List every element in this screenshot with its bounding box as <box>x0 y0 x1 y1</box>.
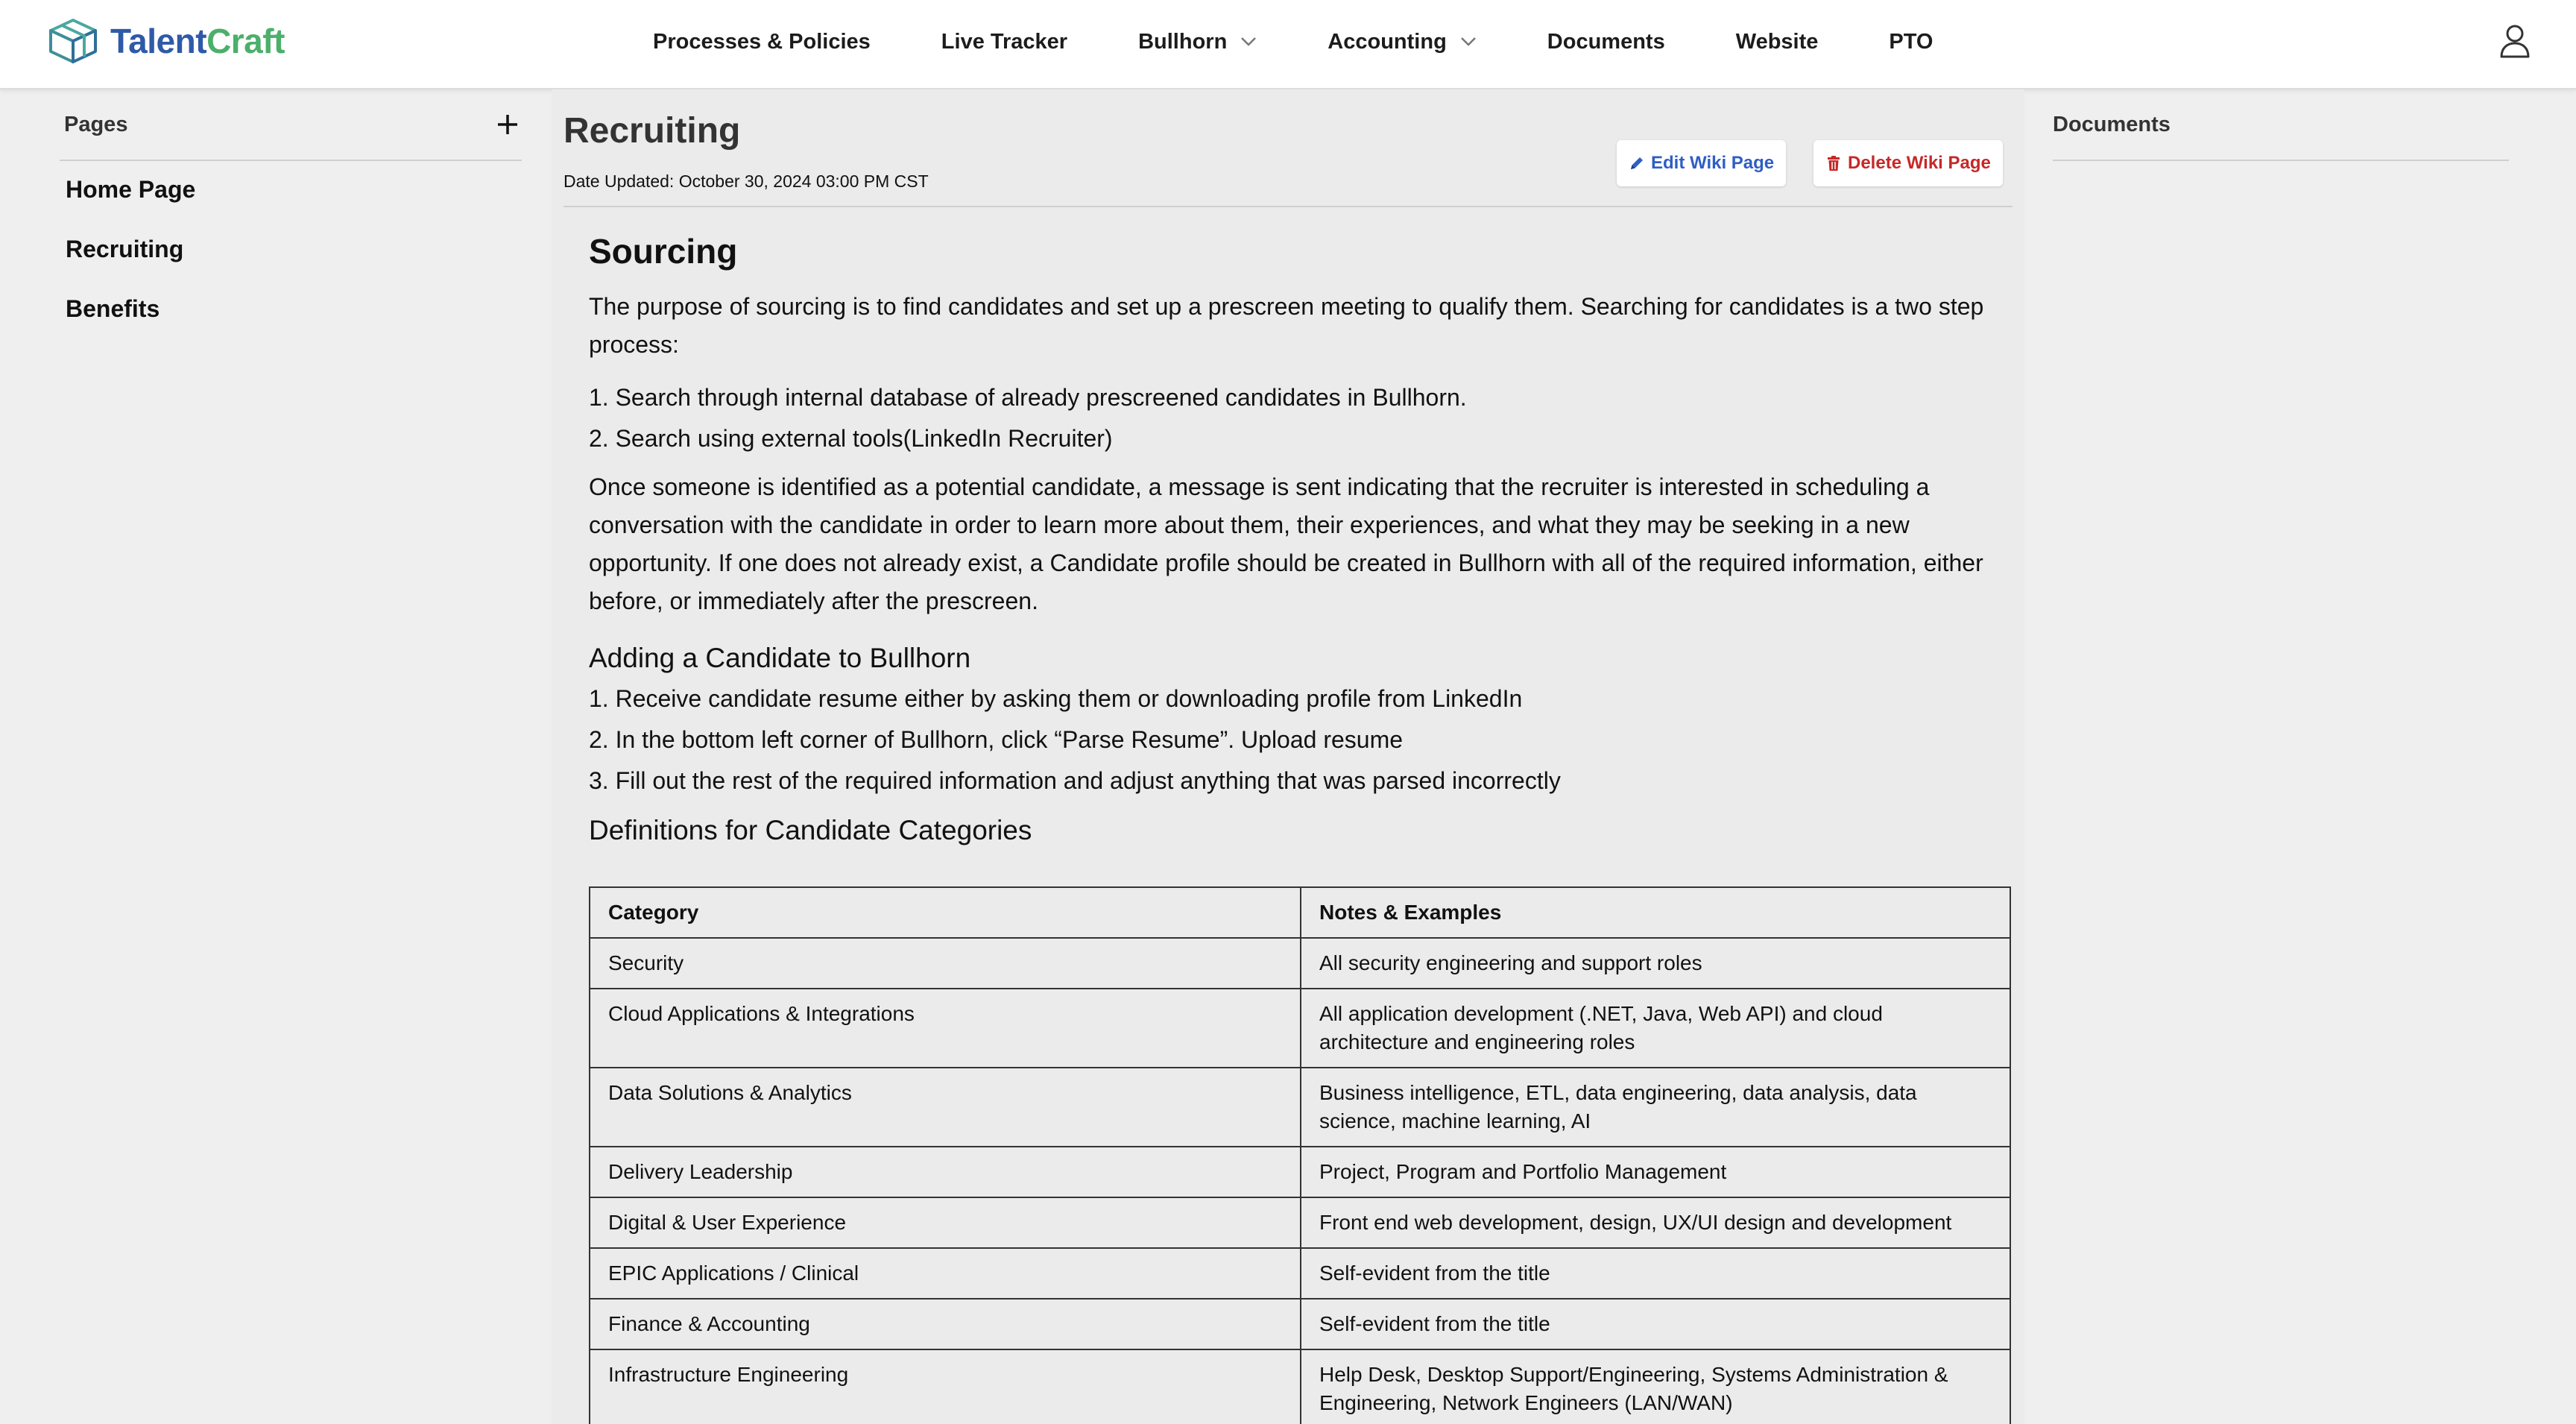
table-row <box>590 1299 2010 1349</box>
main-content <box>552 89 2024 1424</box>
nav-label: Documents <box>1547 29 1665 54</box>
sourcing-intro: The purpose of sourcing is to find candidates and set up a prescreen meeting to qualify them. Searching for candidates is a two step process: <box>589 293 1984 358</box>
user-icon[interactable] <box>2498 24 2531 58</box>
wiki-page-header <box>564 110 2012 207</box>
table-cell-notes: Front end web development, design, UX/UI design and development <box>1301 1197 2010 1248</box>
table-cell-category: Data Solutions & Analytics <box>590 1068 1301 1147</box>
list-item: 3. Fill out the rest of the required information and adjust anything that was parsed incorrectly <box>589 767 1561 794</box>
sidebar-item-benefits[interactable]: Benefits <box>66 295 160 322</box>
nav-pto[interactable] <box>1889 30 1933 54</box>
table-cell-category: Infrastructure Engineering <box>590 1349 1301 1424</box>
table-row <box>590 1068 2010 1147</box>
date-updated: Date Updated: October 30, 2024 03:00 PM CST <box>564 171 929 191</box>
main-nav <box>653 0 2004 84</box>
edit-wiki-page-button[interactable] <box>1617 140 1786 186</box>
table-cell-notes: Self-evident from the title <box>1301 1299 2010 1349</box>
list-item: 2. Search using external tools(LinkedIn Recruiter) <box>589 425 1113 452</box>
table-cell-category: Digital & User Experience <box>590 1197 1301 1248</box>
table-cell-notes: Project, Program and Portfolio Management <box>1301 1147 2010 1197</box>
chevron-down-icon <box>1460 37 1477 47</box>
table-row <box>590 938 2010 989</box>
nav-accounting[interactable] <box>1328 30 1477 54</box>
subheading-adding-candidate: Adding a Candidate to Bullhorn <box>589 643 971 673</box>
table-cell-notes: Help Desk, Desktop Support/Engineering, Systems Administration & Engineering, Network Engineers (LAN/WAN) <box>1301 1349 2010 1424</box>
chevron-down-icon <box>1240 37 1257 47</box>
nav-website[interactable] <box>1736 30 1819 54</box>
adding-candidate-steps <box>589 678 2012 801</box>
documents-header <box>2053 89 2509 161</box>
pencil-icon <box>1629 155 1645 171</box>
sourcing-paragraph: Once someone is identified as a potential candidate, a message is sent indicating that the recruiter is interested in scheduling a conversation with the candidate in order to learn more about them, their experiences, and what they may be seeking in a new opportunity. If one does not already exist, a Candidate profile should be created in Bullhorn with all of the required information, either before, or immediately after the prescreen. <box>589 473 1983 614</box>
table-header-row <box>590 887 2010 938</box>
brand-name-talent: Talent <box>110 22 207 60</box>
nav-live-tracker[interactable] <box>941 30 1067 54</box>
pages-sidebar <box>60 89 522 338</box>
table-row <box>590 1197 2010 1248</box>
list-item: 1. Search through internal database of already prescreened candidates in Bullhorn. <box>589 384 1467 411</box>
table-cell-category: Delivery Leadership <box>590 1147 1301 1197</box>
edit-label: Edit Wiki Page <box>1651 153 1775 173</box>
brand-name-craft: Craft <box>206 22 285 60</box>
subheading-definitions: Definitions for Candidate Categories <box>589 815 1032 845</box>
documents-sidebar <box>2053 89 2509 161</box>
brand-name <box>110 21 285 61</box>
column-header-category: Category <box>590 887 1301 938</box>
delete-wiki-page-button[interactable] <box>1813 140 2003 186</box>
table-row <box>590 1147 2010 1197</box>
nav-label: PTO <box>1889 29 1933 54</box>
table-cell-category: Cloud Applications & Integrations <box>590 989 1301 1068</box>
table-row <box>590 1248 2010 1299</box>
table-cell-category: EPIC Applications / Clinical <box>590 1248 1301 1299</box>
table-cell-notes: Self-evident from the title <box>1301 1248 2010 1299</box>
top-navbar <box>0 0 2576 89</box>
list-item: 1. Receive candidate resume either by asking them or downloading profile from LinkedIn <box>589 685 1523 712</box>
nav-label: Live Tracker <box>941 29 1068 54</box>
page-title: Recruiting <box>564 111 741 151</box>
table-cell-category: Finance & Accounting <box>590 1299 1301 1349</box>
column-header-notes: Notes & Examples <box>1301 887 2010 938</box>
nav-label: Website <box>1735 29 1819 54</box>
pages-header <box>60 89 522 161</box>
delete-label: Delete Wiki Page <box>1848 153 1991 173</box>
list-item: 2. In the bottom left corner of Bullhorn, click “Parse Resume”. Upload resume <box>589 726 1404 753</box>
sidebar-item-home-page[interactable]: Home Page <box>66 176 196 203</box>
table-row <box>590 989 2010 1068</box>
table-cell-notes: Business intelligence, ETL, data engineering, data analysis, data science, machine learning, AI <box>1301 1068 2010 1147</box>
table-cell-notes: All security engineering and support roles <box>1301 938 2010 989</box>
table-cell-category: Security <box>590 938 1301 989</box>
pages-list <box>60 161 522 338</box>
nav-label: Accounting <box>1328 29 1447 54</box>
pages-title: Pages <box>64 112 128 136</box>
sidebar-item-recruiting[interactable]: Recruiting <box>66 236 184 262</box>
nav-documents[interactable] <box>1547 30 1665 54</box>
table-row <box>590 1349 2010 1424</box>
nav-label: Bullhorn <box>1138 29 1228 54</box>
nav-bullhorn[interactable] <box>1138 30 1257 54</box>
candidate-categories-table <box>589 886 2011 1424</box>
cube-logo-icon <box>46 17 100 65</box>
brand-logo[interactable] <box>46 15 285 67</box>
nav-label: Processes & Policies <box>653 29 871 54</box>
trash-icon <box>1825 155 1842 171</box>
sourcing-steps <box>589 377 2012 459</box>
documents-title: Documents <box>2053 112 2171 136</box>
table-cell-notes: All application development (.NET, Java, Web API) and cloud architecture and engineering roles <box>1301 989 2010 1068</box>
nav-processes-policies[interactable] <box>653 30 871 54</box>
plus-icon[interactable] <box>496 113 519 136</box>
wiki-body <box>589 231 2012 1424</box>
section-heading-sourcing: Sourcing <box>589 232 738 271</box>
